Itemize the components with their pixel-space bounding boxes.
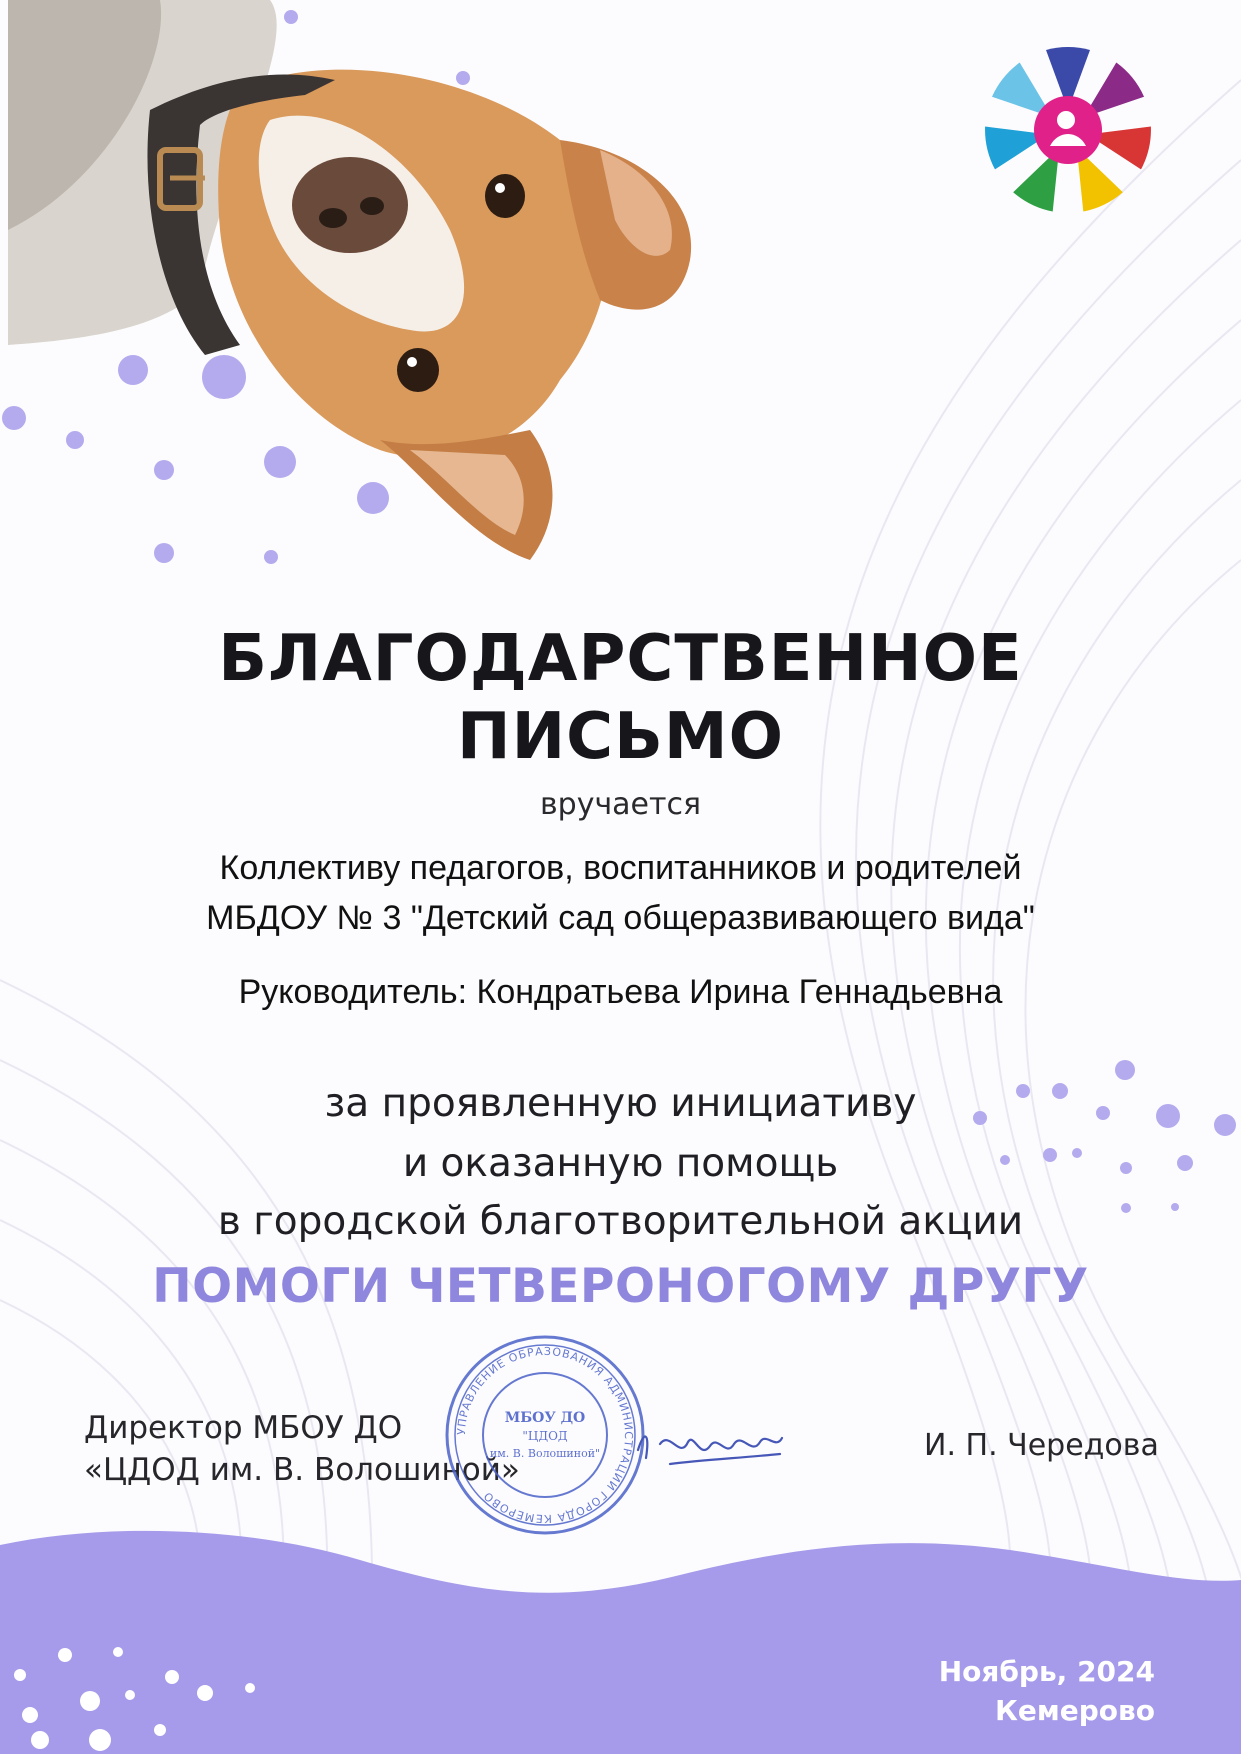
reason-line2: и оказанную помощь bbox=[402, 1141, 839, 1186]
recipient-line1: Коллективу педагогов, воспитанников и родителей bbox=[219, 849, 1022, 887]
signer-title-line1: Директор МБОУ ДО bbox=[84, 1410, 403, 1446]
footer-date: Ноябрь, 2024 bbox=[938, 1655, 1155, 1688]
official-stamp bbox=[440, 1330, 650, 1540]
page-title-line1: БЛАГОДАРСТВЕННОЕ bbox=[218, 622, 1023, 696]
stamp-center-line1: МБОУ ДО bbox=[504, 1410, 586, 1426]
stamp-center-line3: им. В. Волошиной" bbox=[489, 1447, 601, 1460]
stamp-ring-text: УПРАВЛЕНИЕ ОБРАЗОВАНИЯ АДМИНИСТРАЦИИ ГОРОДА КЕМЕРОВО bbox=[454, 1344, 636, 1526]
presented-label: вручается bbox=[539, 787, 702, 822]
campaign-name: ПОМОГИ ЧЕТВЕРОНОГОМУ ДРУГУ bbox=[152, 1259, 1089, 1314]
page-title-line2: ПИСЬМО bbox=[457, 700, 784, 774]
signer-name: И. П. Чередова bbox=[924, 1428, 1159, 1463]
stamp-center-line2: "ЦДОД bbox=[522, 1429, 568, 1443]
head-line: Руководитель: Кондратьева Ирина Геннадьевна bbox=[238, 973, 1003, 1011]
signer-title-line2: «ЦДОД им. В. Волошиной» bbox=[84, 1452, 520, 1488]
handwritten-signature bbox=[630, 1420, 790, 1490]
dog-photo bbox=[0, 0, 760, 600]
organization-logo bbox=[978, 40, 1158, 220]
reason-line1: за проявленную инициативу bbox=[324, 1081, 917, 1126]
recipient-line2: МБДОУ № 3 "Детский сад общеразвивающего вида" bbox=[206, 899, 1035, 937]
footer-city: Кемерово bbox=[995, 1694, 1155, 1727]
reason-line3: в городской благотворительной акции bbox=[217, 1199, 1024, 1244]
